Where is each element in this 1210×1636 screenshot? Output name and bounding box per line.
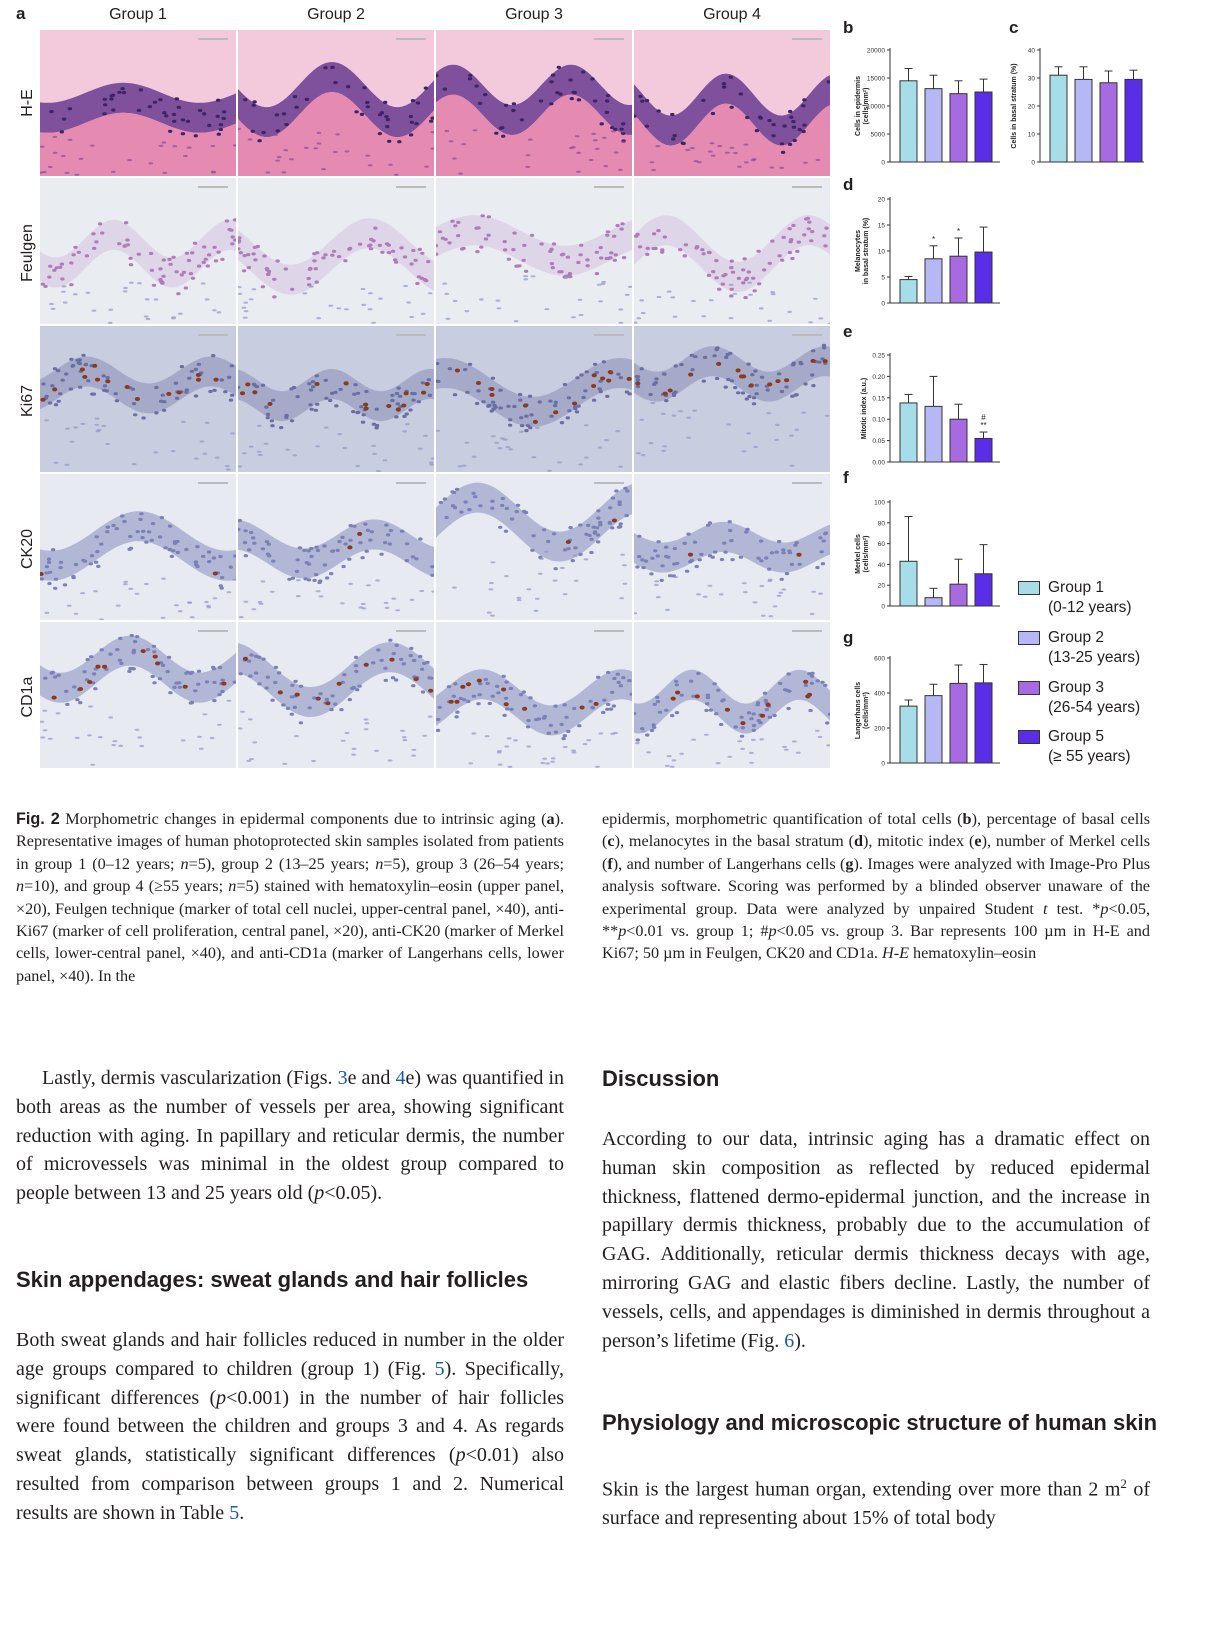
paragraph-discussion: According to our data, intrinsic aging has a dramatic effect on human skin composition as reflected by reduced epidermal thickness, flattened dermo-epidermal junction, and the increase in papillary dermis thickness, probably due to the accumulation of GAG. Additionally, reticular dermis thickness decays with age, mirroring GAG and elastic fibers decline. Lastly, the number of vessels, cells, and appendages is diminished in dermis throughout a person’s lifetime (Fig. 6). [602,1128,1150,1352]
y-tick-label: 200 [874,725,885,733]
significance-mark: * [931,234,936,244]
y-tick-label: 0 [881,760,885,768]
legend-label: Group 5 (≥ 55 years) [1048,728,1131,765]
y-tick-label: 0 [881,300,885,308]
micrograph-feulgen-group-3 [436,178,632,324]
significance-mark: # [981,413,986,423]
chart-c [1004,18,1144,173]
y-axis-label: Melanocytes [855,229,862,273]
micrograph-ki67-group-3 [436,326,632,472]
bar-group-5 [975,92,992,162]
bar-group-1 [1050,75,1067,162]
group-header-2: Group 2 [307,6,365,23]
legend-swatch [1018,631,1040,645]
y-tick-label: 10 [877,248,885,256]
micrograph-ki67-group-1 [40,326,236,472]
row-label-feulgen: Feulgen [19,224,36,282]
y-tick-label: 20 [1027,103,1035,111]
micrograph-cd1a-group-3 [436,622,632,768]
micrograph-ck20-group-4 [634,474,830,620]
y-axis-label: in basal stratum (%) [863,217,870,285]
y-tick-label: 0.00 [872,459,885,467]
y-tick-label: 0.10 [872,416,885,424]
chart-panel-g [838,628,1000,770]
panel-d-letter: d [843,175,854,194]
panel-f-letter: f [843,468,849,487]
row-label-he: H-E [19,89,36,117]
micrograph-he-group-2 [238,30,434,176]
scale-bar [792,334,822,336]
chart-panel-e [838,322,1000,470]
heading-skin-appendages: Skin appendages: sweat glands and hair follicles [16,1267,529,1292]
micrograph-feulgen-group-4 [634,178,830,324]
legend-swatch [1018,681,1040,695]
bar-group-3 [950,94,967,162]
bar-group-5 [975,683,992,763]
bar-group-3 [950,683,967,763]
bar-group-1 [900,706,917,763]
micrograph-ck20-group-1 [40,474,236,620]
y-tick-label: 80 [877,520,885,528]
scale-bar [198,482,228,484]
legend-item-4 [1018,727,1131,767]
group-header-3: Group 3 [505,6,563,23]
heading-discussion: Discussion [602,1066,720,1091]
scale-bar [792,186,822,188]
micrograph-feulgen-group-2 [238,178,434,324]
panel-e-letter: e [843,322,853,341]
y-axis-label: Cells in epidermis [855,76,862,136]
heading-physiology: Physiology and microscopic structure of human skin [602,1410,1158,1435]
group-header-4: Group 4 [703,6,761,23]
bar-group-1 [900,561,917,606]
panel-c-letter: c [1009,18,1019,37]
chart-g [838,628,1000,770]
scale-bar [396,38,426,40]
y-axis-label: (cells/mm²) [863,87,870,125]
micrograph-ck20-group-2 [238,474,434,620]
y-tick-label: 100 [874,499,885,507]
figure-caption-right: epidermis, morphometric quantification of total cells (b), percentage of basal cells (c), melanocytes in the basal stratum (d), mitotic index (e), number of Merkel cells (f), and number of Langerhans cells (g). Images were analyzed with Image-Pro Plus analysis software. Scoring was performed by a blinded observer unaware of the experimental group. Data were analyzed by unpaired Student t test. *p<0.05, **p<0.01 vs. group 1; #p<0.05 vs. group 3. Bar represents 100 µm in H-E and Ki67; 50 µm in Feulgen, CK20 and CD1a. H-E hematoxylin–eosin [602,810,1150,963]
scale-bar [396,334,426,336]
y-tick-label: 10 [1027,131,1035,139]
figure-caption-left: Fig. 2 Morphometric changes in epidermal components due to intrinsic aging (a). Representative images of human photoprotected skin samples isolated from patients in group 1 (0–12 years; n=5), group 2 (13–25 years; n=5), group 3 (26–54 years; n=10), and group 4 (≥55 years; n=5) stained with hematoxylin–eosin (upper panel, ×20), Feulgen technique (marker of total cell nuclei, upper-central panel, ×40), anti-Ki67 (marker of cell proliferation, central panel, ×20), anti-CK20 (marker of Merkel cells, lower-central panel, ×40), and anti-CD1a (marker of Langerhans cells, lower panel, ×40). In the [16,810,565,985]
bar-group-2 [925,696,942,763]
scale-bar [396,630,426,632]
y-tick-label: 60 [877,541,885,549]
panel-g-letter: g [843,628,854,647]
scale-bar [594,482,624,484]
scale-bar [792,38,822,40]
scale-bar [198,334,228,336]
y-tick-label: 15 [877,222,885,230]
bar-group-3 [950,419,967,462]
micrograph-ck20-group-3 [436,474,632,620]
bar-group-5 [1125,79,1142,162]
bar-group-2 [1075,79,1092,162]
scale-bar [396,482,426,484]
bar-group-2 [925,89,942,162]
significance-mark: * [956,227,961,236]
y-tick-label: 0.05 [872,438,885,446]
bar-group-3 [1100,83,1117,162]
micrograph-ki67-group-4 [634,326,830,472]
y-axis-label: Cells in basal stratum (%) [1011,63,1018,149]
chart-panel-d [838,175,1000,310]
y-tick-label: 15000 [866,75,885,83]
legend-swatch [1018,581,1040,595]
paragraph-vascularization: Lastly, dermis vascularization (Figs. 3e and 4e) was quantified in both areas as the number of vessels per area, showing significant reduction with aging. In papillary and reticular dermis, the number of microvessels was minimal in the oldest group compared to people between 13 and 25 years old (p<0.05). [16,1067,564,1205]
bar-group-1 [900,280,917,303]
bar-group-3 [950,584,967,606]
scale-bar [198,38,228,40]
bar-group-2 [925,259,942,303]
y-tick-label: 30 [1027,75,1035,83]
y-tick-label: 20000 [866,47,885,55]
panel-b-letter: b [843,18,854,37]
row-label-ki67: Ki67 [19,384,36,418]
y-tick-label: 10000 [866,103,885,111]
scale-bar [198,186,228,188]
micrograph-cd1a-group-2 [238,622,434,768]
bar-group-2 [925,406,942,462]
paragraph-physiology: Skin is the largest human organ, extending over more than 2 $m^2$ of surface and representing about 15% of total body [602,1476,1150,1530]
y-tick-label: 600 [874,655,885,663]
y-tick-label: 0 [1031,159,1035,167]
bar-group-5 [975,438,992,462]
y-axis-label: Merkel cells [855,534,862,574]
y-tick-label: 20 [877,582,885,590]
micrograph-he-group-1 [40,30,236,176]
y-tick-label: 0 [881,159,885,167]
chart-b [838,18,1000,173]
scale-bar [594,38,624,40]
bar-group-1 [900,403,917,462]
group-header-1: Group 1 [109,6,167,23]
y-axis-label: Mitotic index (a.u.) [861,377,868,440]
chart-f [838,468,1000,611]
row-label-ck20: CK20 [19,528,36,570]
y-axis-label: (cells/mm²) [863,535,870,573]
bar-group-3 [950,256,967,303]
micrograph-he-group-3 [436,30,632,176]
bar-group-2 [925,598,942,606]
y-tick-label: 40 [877,561,885,569]
micrograph-feulgen-group-1 [40,178,236,324]
chart-d [838,175,1000,310]
bar-group-5 [975,574,992,606]
micrograph-cd1a-group-1 [40,622,236,768]
scale-bar [396,186,426,188]
scale-bar [594,334,624,336]
scale-bar [792,482,822,484]
y-tick-label: 0.20 [872,373,885,381]
y-tick-label: 20 [877,196,885,204]
bar-group-1 [900,81,917,162]
chart-e [838,322,1000,470]
scale-bar [594,186,624,188]
legend-label: Group 2 (13-25 years) [1048,629,1141,666]
legend-item-2 [1018,628,1140,668]
micrograph-he-group-4 [634,30,830,176]
bar-group-5 [975,252,992,303]
paragraph-appendages: Both sweat glands and hair follicles reduced in number in the older age groups compared to children (group 1) (Fig. 5). Specifically, significant differences (p<0.001) in the number of hair follicles were found between the children and groups 3 and 4. As regards sweat glands, statistically significant differences (p<0.01) also resulted from comparison between groups 1 and 2. Numerical results are shown in Table 5. [16,1329,565,1524]
chart-panel-f [838,468,1000,611]
significance-mark: ** [980,421,987,431]
y-tick-label: 40 [1027,47,1035,55]
scale-bar [198,630,228,632]
panel-a-letter: a [16,4,26,23]
row-label-cd1a: CD1a [19,676,36,718]
scale-bar [594,630,624,632]
y-tick-label: 0 [881,603,885,611]
y-axis-label: Langerhans cells [855,681,862,740]
micrograph-ki67-group-2 [238,326,434,472]
y-tick-label: 0.15 [872,395,885,403]
legend-item-1 [1018,578,1132,618]
legend-item-3 [1018,678,1140,718]
y-tick-label: 5000 [870,131,885,139]
legend-label: Group 1 (0-12 years) [1048,579,1132,616]
y-tick-label: 0.25 [872,352,885,360]
y-tick-label: 5 [881,274,885,282]
scale-bar [792,630,822,632]
legend-label: Group 3 (26-54 years) [1048,679,1141,716]
y-axis-label: (cells/mm²) [863,692,870,729]
y-tick-label: 400 [874,690,885,698]
micrograph-cd1a-group-4 [634,622,830,768]
chart-panel-c [1004,18,1144,173]
legend-swatch [1018,730,1040,744]
chart-panel-b [838,18,1000,173]
